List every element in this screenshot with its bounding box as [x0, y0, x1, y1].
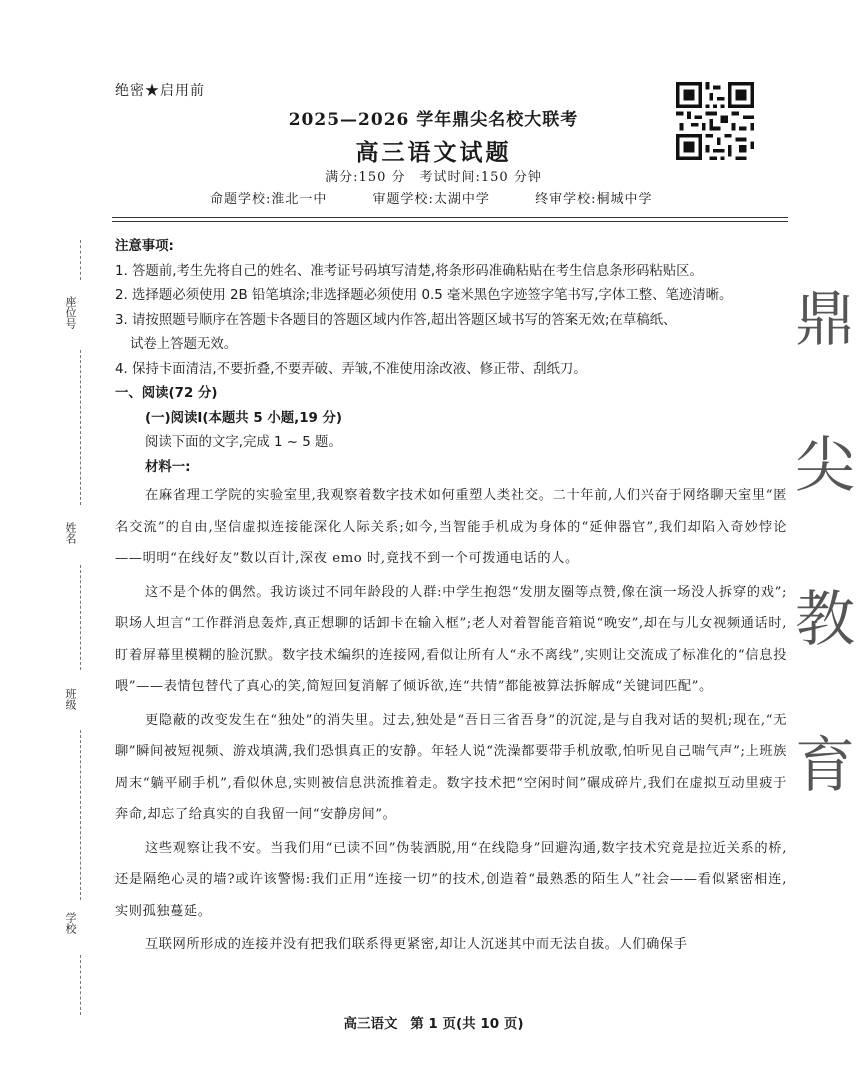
watermark-char: 尖 [795, 431, 855, 501]
secret-label: 绝密★启用前 [115, 83, 205, 99]
school-review: 审题学校:太湖中学 [372, 192, 490, 207]
passage-paragraph: 在麻省理工学院的实验室里,我观察着数字技术如何重塑人类社交。二十年前,人们兴奋于网络聊天室里“匿名交流”的自由,坚信虚拟连接能深化人际关系;如今,当智能手机成为身体的“延伸器官”,我们却陷入奇妙悖论——明明“在线好友”数以百计,深夜 emo 时,竟找不到一个可拨通电话的人。 [115, 488, 787, 566]
subject-title: 高三语文试题 [355, 139, 512, 166]
notice-item: 试卷上答题无效。 [130, 337, 238, 352]
notice-item: 3. 请按照题号顺序在答题卡各题目的答题区域内作答,超出答题区域书写的答案无效;在草稿纸、 [115, 312, 677, 328]
school-label: 学校 [64, 912, 77, 934]
watermark-char: 教 [795, 585, 855, 655]
passage-paragraph: 互联网所形成的连接并没有把我们联系得更紧密,却让人沉迷其中而无法自拔。人们确保手 [145, 937, 688, 952]
binding-line [80, 730, 81, 900]
passage-paragraph: 更隐蔽的改变发生在“独处”的消失里。过去,独处是“吾日三省吾身”的沉淀,是与自我对话的契机;现在,“无聊”瞬间被短视频、游戏填满,我们恐惧真正的安静。年轻人说“洗澡都要带手机放歌,怕听见自己喘气声”;上班族周末“躺平刷手机”,看似休息,实则被信息洪流推着走。数字技术把“空闲时间”碾成碎片,我们在虚拟互动里疲于奔命,却忘了给真实的自我留一间“安静房间”。 [115, 712, 787, 822]
reading-instruction: 阅读下面的文字,完成 1 ~ 5 题。 [145, 435, 342, 450]
notice-item: 4. 保持卡面清洁,不要折叠,不要弄破、弄皱,不准使用涂改液、修正带、刮纸刀。 [115, 361, 587, 377]
school-line [210, 188, 692, 207]
binding-line [80, 240, 81, 280]
seat-number-label: 座位号 [64, 296, 77, 329]
notice-item: 2. 选择题必须使用 2B 铅笔填涂;非选择题必须使用 0.5 毫米黑色字迹签字笔书写,字体工整、笔迹清晰。 [115, 288, 733, 303]
subsection-heading: (一)阅读Ⅰ(本题共 5 小题,19 分) [145, 410, 343, 426]
notice-item: 1. 答题前,考生先将自己的姓名、准考证号码填写清楚,将条形码准确粘贴在考生信息条形码粘贴区。 [115, 263, 703, 279]
exam-title: 2025—2026 学年鼎尖名校大联考 [288, 110, 579, 130]
notice-heading: 注意事项: [115, 239, 174, 254]
score-time-line: 满分:150 分 考试时间:150 分钟 [325, 170, 542, 185]
passage-paragraph: 这不是个体的偶然。我访谈过不同年龄段的人群:中学生抱怨“发朋友圈等点赞,像在演一场没人拆穿的戏”;职场人坦言“工作群消息轰炸,真正想聊的话卸卡在输入框”;老人对着智能音箱说“晚安”,却在与儿女视频通话时,盯着屏幕里模糊的脸沉默。数字技术编织的连接网,看似让所有人“永不离线”,实则让交流成了标准化的“信息投喂”——表情包替代了真心的笑,简短回复消解了倾诉欲,连“共情”都能被算法拆解成“关键词匹配”。 [115, 584, 787, 694]
binding-line [80, 955, 81, 1015]
watermark-char: 鼎 [795, 285, 855, 355]
footer-page: 第 1 页(共 10 页) [410, 1016, 524, 1032]
passage-paragraph: 这些观察让我不安。当我们用“已读不回”伪装洒脱,用“在线隐身”回避沟通,数字技术究竟是拉近关系的桥,还是隔绝心灵的墙?或许该警惕:我们正用“连接一切”的技术,创造着“最熟悉的陌生人”社会——看似紧密相连,实则孤独蔓延。 [115, 840, 787, 919]
watermark-char: 育 [795, 731, 855, 801]
qr-code-icon [676, 82, 754, 160]
page-footer [0, 1012, 867, 1032]
class-label: 班级 [64, 688, 77, 710]
header-rule-bottom [112, 221, 788, 222]
binding-line [80, 565, 81, 670]
name-label: 姓名 [64, 522, 77, 544]
school-propose: 命题学校:淮北一中 [210, 192, 328, 207]
section-heading: 一、阅读(72 分) [115, 386, 218, 401]
header-rule-top [112, 217, 788, 218]
binding-line [80, 350, 81, 505]
footer-subject: 高三语文 [343, 1016, 398, 1032]
exam-body [115, 235, 787, 961]
school-final: 终审学校:桐城中学 [535, 192, 653, 207]
material-label: 材料一: [145, 459, 191, 475]
